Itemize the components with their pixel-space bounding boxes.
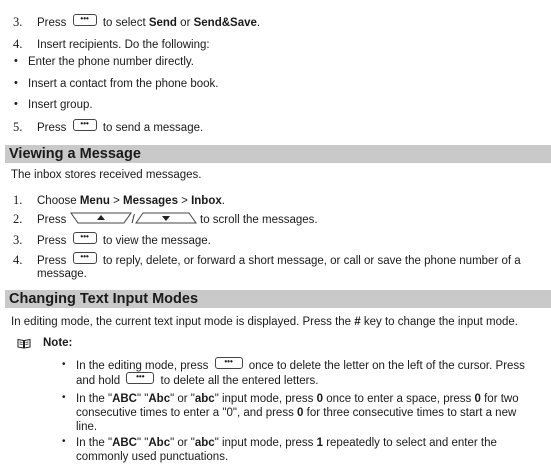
text-fragment: or xyxy=(180,17,191,29)
text-fragment: Press xyxy=(37,235,67,247)
key-one: 1 xyxy=(316,437,323,449)
step-text xyxy=(37,194,225,208)
text-fragment: key to change the input mode. xyxy=(363,316,518,328)
step-number: 3. xyxy=(13,233,23,247)
mode-abc-title: Abc xyxy=(148,437,171,449)
text-fragment: " input mode, press xyxy=(214,437,317,449)
section-intro: The inbox stores received messages. xyxy=(11,169,202,181)
mode-abc-upper: ABC xyxy=(112,437,137,449)
bullet-text: Insert a contact from the phone book. xyxy=(28,78,219,90)
step-number: 4. xyxy=(13,37,23,51)
text-fragment: " input mode, press xyxy=(214,393,317,405)
nav-down-key-icon xyxy=(135,212,197,224)
nav-up-key-icon xyxy=(70,212,132,224)
step-text xyxy=(37,251,542,268)
separator: > xyxy=(109,195,123,207)
key-glyph: ••• xyxy=(80,231,89,241)
text-fragment: Press xyxy=(37,214,67,226)
option-send: Send xyxy=(148,17,177,29)
text-fragment: " or " xyxy=(170,437,195,449)
key-zero: 0 xyxy=(474,393,481,405)
menu-item: Inbox xyxy=(191,195,222,207)
key-zero: 0 xyxy=(316,393,323,405)
text-fragment: " " xyxy=(136,437,149,449)
step-text xyxy=(37,231,211,248)
bullet-icon: • xyxy=(14,55,18,67)
step-text: Insert recipients. Do the following: xyxy=(37,39,210,51)
note-text-continued xyxy=(76,371,536,388)
step-text xyxy=(37,118,204,135)
separator: > xyxy=(177,195,192,207)
text-fragment: once to delete the letter on the left of the cursor. Press xyxy=(248,360,525,372)
note-text-continued xyxy=(76,406,536,420)
bullet-text: Insert group. xyxy=(28,99,93,111)
bullet-icon: • xyxy=(14,77,18,89)
bullet-icon: • xyxy=(62,359,66,370)
step-number: 2. xyxy=(13,212,23,226)
menu-key-icon xyxy=(73,252,97,264)
mode-abc-title: Abc xyxy=(148,393,171,405)
step-text xyxy=(37,213,318,227)
mode-abc-lower: abc xyxy=(194,393,215,405)
key-glyph: ••• xyxy=(80,251,89,261)
mode-abc-lower: abc xyxy=(194,437,215,449)
text-fragment: Press xyxy=(37,17,67,29)
menu-key-icon xyxy=(215,357,243,369)
section-title-text-input: Changing Text Input Modes xyxy=(5,290,551,308)
bullet-icon: • xyxy=(62,436,66,447)
text-fragment: for two xyxy=(480,393,519,405)
key-glyph: ••• xyxy=(80,13,89,23)
text-fragment: " or " xyxy=(170,393,195,405)
mode-abc-upper: ABC xyxy=(112,393,137,405)
note-text xyxy=(76,356,536,373)
menu-key-icon xyxy=(73,232,97,244)
key-zero: 0 xyxy=(297,407,304,419)
text-fragment: . xyxy=(221,195,225,207)
note-text-continued: commonly used punctuations. xyxy=(76,451,229,463)
text-fragment: In editing mode, the current text input mode is displayed. Press the xyxy=(11,316,352,328)
note-text xyxy=(76,392,536,406)
text-fragment: repeatedly to select and enter the xyxy=(323,437,497,449)
text-fragment: and hold xyxy=(76,375,121,387)
text-fragment: to scroll the messages. xyxy=(200,214,318,226)
note-text xyxy=(76,436,536,450)
text-fragment: In the editing mode, press xyxy=(76,360,209,372)
option-send-save: Send&Save xyxy=(193,17,257,29)
text-fragment: to send a message. xyxy=(102,122,204,134)
note-label: Note: xyxy=(43,337,73,349)
text-fragment: Press xyxy=(37,122,67,134)
step-number: 5. xyxy=(13,120,23,134)
bullet-icon: • xyxy=(62,392,66,403)
step-number: 1. xyxy=(13,193,23,207)
text-fragment: once to enter a space, press xyxy=(323,393,475,405)
key-glyph: ••• xyxy=(80,118,89,128)
text-fragment: . xyxy=(256,17,261,29)
bullet-icon: • xyxy=(14,98,18,110)
text-fragment: consecutive times to enter a "0", and press xyxy=(76,407,298,419)
text-fragment: to view the message. xyxy=(102,235,211,247)
key-glyph: ••• xyxy=(136,371,145,381)
step-number: 3. xyxy=(13,15,23,29)
text-fragment: for three consecutive times to start a new xyxy=(303,407,517,419)
step-text-continued: message. xyxy=(37,268,87,280)
menu-item: Messages xyxy=(122,195,178,207)
text-fragment: In the " xyxy=(76,393,113,405)
section-title-viewing: Viewing a Message xyxy=(5,145,551,163)
menu-key-icon xyxy=(73,119,97,131)
text-fragment: to delete all the entered letters. xyxy=(160,375,319,387)
bullet-text: Enter the phone number directly. xyxy=(28,56,194,68)
note-text-continued: line. xyxy=(76,421,98,433)
text-fragment: Press xyxy=(37,255,67,267)
text-fragment: In the " xyxy=(76,437,113,449)
text-fragment: Choose xyxy=(37,195,77,207)
section-intro xyxy=(11,315,518,329)
text-fragment: to reply, delete, or forward a short message, or call or save the phone number of a xyxy=(102,255,521,267)
menu-key-icon xyxy=(126,372,154,384)
hash-key: # xyxy=(354,316,361,328)
book-icon xyxy=(17,338,31,349)
menu-item: Menu xyxy=(79,195,110,207)
text-fragment: " " xyxy=(136,393,149,405)
menu-key-icon xyxy=(73,14,97,26)
separator: / xyxy=(131,214,135,226)
step-text xyxy=(37,13,261,30)
text-fragment: to select xyxy=(102,17,146,29)
key-glyph: ••• xyxy=(224,356,233,366)
step-number: 4. xyxy=(13,253,23,267)
